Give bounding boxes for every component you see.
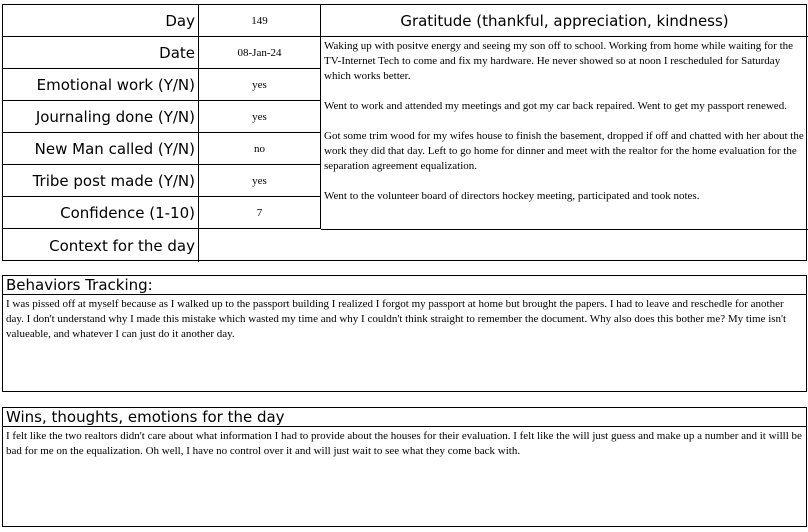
row-value-confidence[interactable]: 7 xyxy=(199,197,321,229)
row-label-day: Day xyxy=(3,5,199,37)
gratitude-heading: Gratitude (thankful, appreciation, kindness) xyxy=(321,5,808,37)
daily-tracking-grid xyxy=(2,4,807,261)
row-value-tribe-post[interactable]: yes xyxy=(199,165,321,197)
behaviors-heading: Behaviors Tracking: xyxy=(3,276,806,295)
row-value-day[interactable]: 149 xyxy=(199,5,321,37)
row-label-context: Context for the day xyxy=(3,229,199,262)
wins-thoughts-section xyxy=(2,407,807,527)
gratitude-entry: Went to the volunteer board of directors hockey meeting, participated and took notes. xyxy=(324,190,700,202)
gratitude-entry: Got some trim wood for my wifes house to finish the basement, dropped if off and chatted with her about the work they did that day. Left to go home for dinner and meet with the realtor for the home evaluation for the separation agreement equalization. xyxy=(324,130,804,172)
row-value-emotional-work[interactable]: yes xyxy=(199,69,321,101)
row-label-emotional-work: Emotional work (Y/N) xyxy=(3,69,199,101)
behaviors-text[interactable]: I was pissed off at myself because as I walked up to the passport building I realized I forgot my passport at home but brought the papers. I had to leave and reschedle for another day. I don't understand why I made this mistake which wasted my time and why I couldn't think straight to remember the document. Why also does this bother me? My time isn't valueable, and whatever I can just do it another day. xyxy=(6,298,787,340)
row-value-journaling[interactable]: yes xyxy=(199,101,321,133)
row-label-tribe-post: Tribe post made (Y/N) xyxy=(3,165,199,197)
gratitude-entries[interactable] xyxy=(321,37,808,230)
row-value-date[interactable]: 08-Jan-24 xyxy=(199,37,321,69)
behaviors-tracking-section xyxy=(2,275,807,392)
wins-text[interactable]: I felt like the two realtors didn't care about what information I had to provide about the houses for their evaluation. I felt like the will just guess and make up a number and it willl be bad for me on the equalization. Oh well, I have no control over it and will just wait to see what they come back with. xyxy=(6,430,802,457)
gratitude-entry: Waking up with positve energy and seeing my son off to school. Working from home while waiting for the TV-Internet Tech to come and fix my hardware. He never showed so at noon I rescheduled for Saturday which works better. xyxy=(324,40,794,82)
row-label-new-man-called: New Man called (Y/N) xyxy=(3,133,199,165)
wins-heading: Wins, thoughts, emotions for the day xyxy=(3,408,806,427)
row-label-date: Date xyxy=(3,37,199,69)
row-value-context[interactable] xyxy=(199,230,808,262)
row-value-new-man-called[interactable]: no xyxy=(199,133,321,165)
row-label-confidence: Confidence (1-10) xyxy=(3,197,199,229)
row-label-journaling: Journaling done (Y/N) xyxy=(3,101,199,133)
gratitude-entry: Went to work and attended my meetings and got my car back repaired. Went to get my passport renewed. xyxy=(324,100,787,112)
